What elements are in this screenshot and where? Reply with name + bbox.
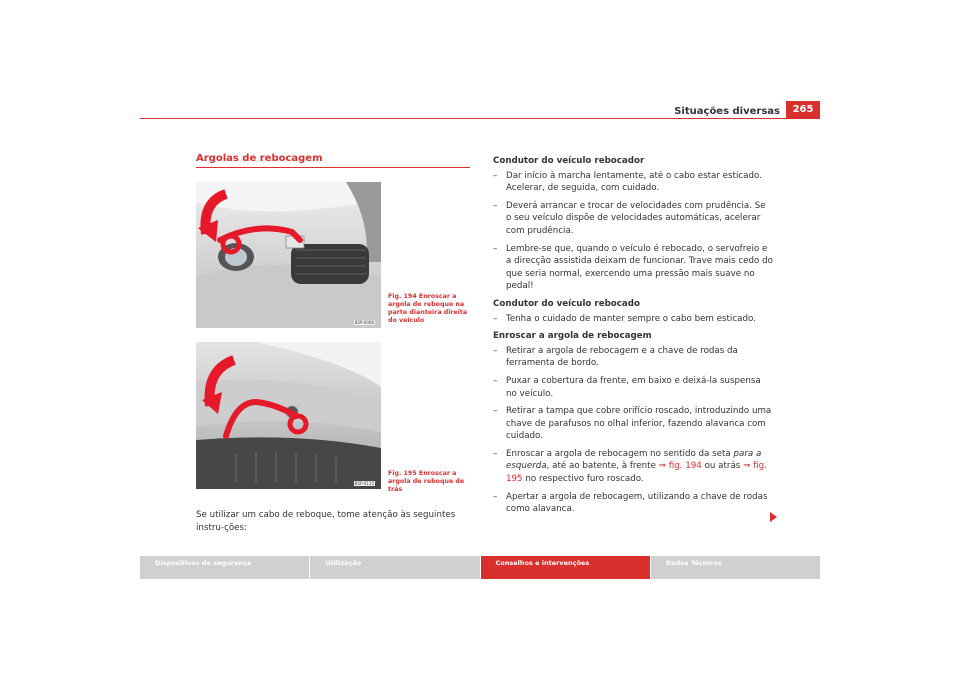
subheading: Enroscar a argola de rebocagem <box>493 331 652 342</box>
footer-tab-safety[interactable]: Dispositivos de segurança <box>140 556 309 579</box>
list-item: – Lembre-se que, quando o veículo é rebocado, o servofreio e a direcção assistida deixam de funcionar. Trave mais cedo do que seria normal, exercendo uma pressão mais suave no pedal! <box>493 243 773 292</box>
towed-vehicle-section <box>493 298 773 325</box>
continue-arrow-icon <box>770 512 777 522</box>
figure-caption: Fig. 194 Enroscar a argola de reboque na parte dianteira direita do veículo <box>388 293 468 324</box>
footer-tab-usage[interactable]: Utilização <box>310 556 479 579</box>
rear-bumper-illustration <box>196 342 381 489</box>
list-item: – Retirar a tampa que cobre orifício roscado, introduzindo uma chave de parafusos no olhal inferior, fazendo alavanca com cuidado. <box>493 406 772 442</box>
figure-code: B5P-0115 <box>354 481 374 486</box>
list-item: – Retirar a argola de rebocagem e a chave de rodas da ferramenta de bordo. <box>493 345 738 369</box>
list-item: – Dar início à marcha lentamente, até o cabo estar esticado. Acelerar, de seguida, com cuidado. <box>493 170 762 194</box>
footer-navigation <box>140 556 820 579</box>
page-number-badge: 265 <box>786 101 820 119</box>
figure-link[interactable]: ⇒ fig. 195 <box>506 461 767 485</box>
section-title: Argolas de rebocagem <box>196 153 323 164</box>
subheading: Condutor do veículo rebocador <box>493 156 645 166</box>
list-item: – Deverá arrancar e trocar de velocidades com prudência. Se o seu veículo dispõe de velocidades automáticas, acelerar com prudência. <box>493 200 766 236</box>
figure-code: B5P-0006 <box>354 320 374 325</box>
footer-tab-advice[interactable]: Conselhos e intervenções <box>481 556 650 579</box>
list-item: – Tenha o cuidado de manter sempre o cabo bem esticado. <box>493 313 756 324</box>
figure-caption: Fig. 195 Enroscar a argola de reboque de trás <box>388 470 465 493</box>
list-item: – Enroscar a argola de rebocagem no sentido da seta para a esquerda, até ao batente, à frente ⇒ fig. 194 ou atrás ⇒ fig. 195 no respectivo furo roscado. <box>493 448 767 485</box>
instructions-column <box>493 155 773 521</box>
header-divider <box>140 118 820 119</box>
figure-link[interactable]: ⇒ fig. 194 <box>658 461 702 472</box>
list-item: – Apertar a argola de rebocagem, utilizando a chave de rodas como alavanca. <box>493 491 768 515</box>
intro-paragraph: Se utilizar um cabo de reboque, tome atenção às seguintes instru-ções: <box>196 510 456 533</box>
section-title-divider <box>196 167 470 168</box>
screw-in-section <box>493 330 773 516</box>
footer-tab-technical-data[interactable]: Dados Técnicos <box>651 556 820 579</box>
towing-vehicle-section <box>493 155 773 293</box>
page-header-title: Situações diversas <box>674 106 780 117</box>
subheading: Condutor do veículo rebocado <box>493 298 640 309</box>
list-item: – Puxar a cobertura da frente, em baixo e deixá-la suspensa no veículo. <box>493 375 761 399</box>
front-bumper-illustration <box>196 182 381 328</box>
figure-front-tow-eye <box>196 182 381 328</box>
figure-rear-tow-eye <box>196 342 381 489</box>
